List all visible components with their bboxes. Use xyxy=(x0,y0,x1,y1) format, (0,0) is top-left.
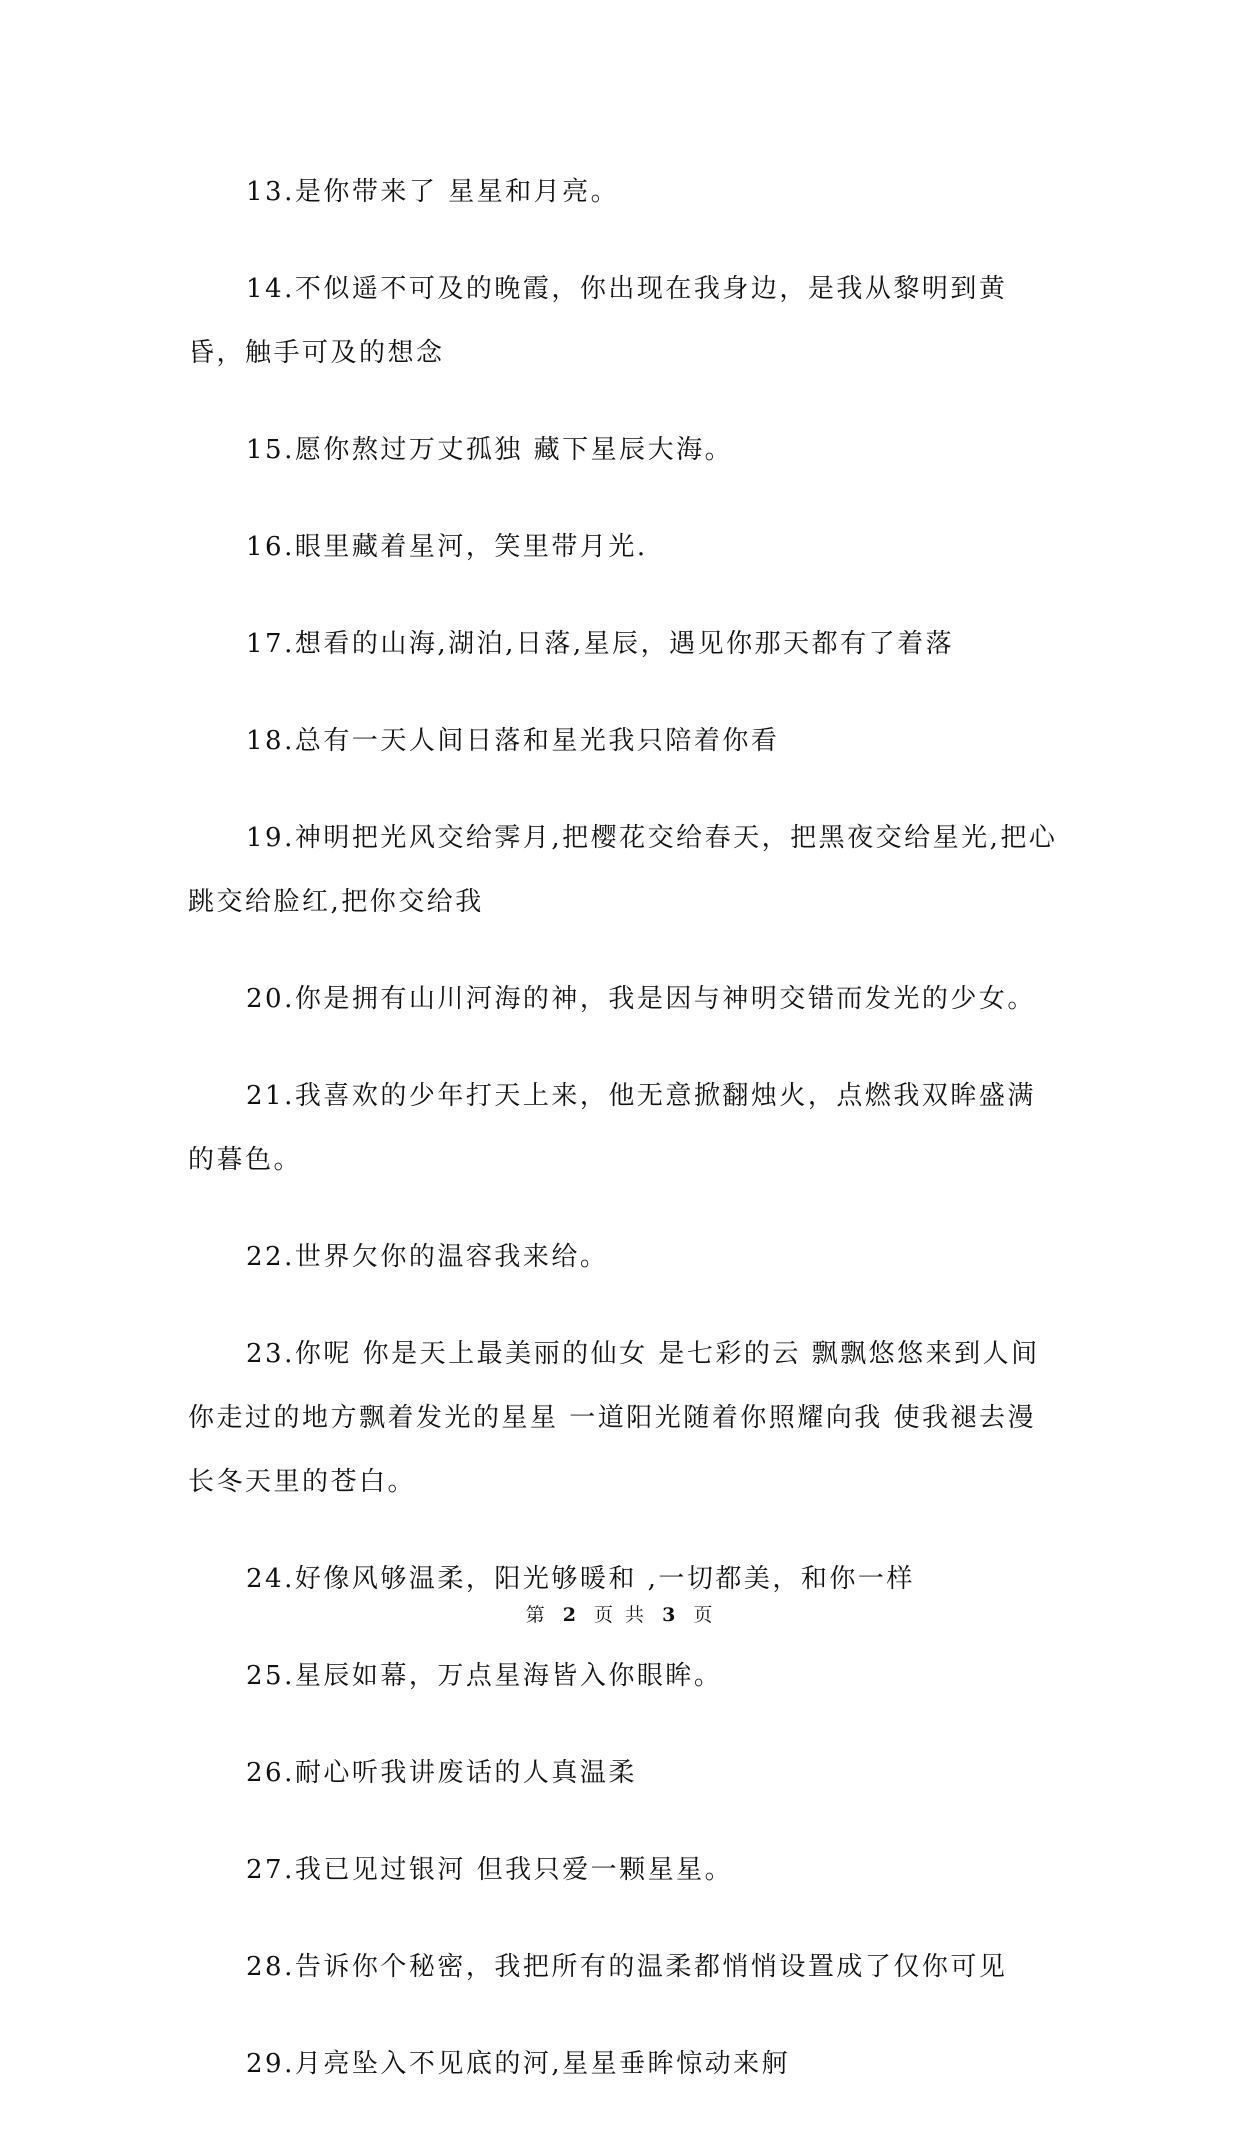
list-item: 25.星辰如幕，万点星海皆入你眼眸。 xyxy=(246,1661,723,1691)
list-item: 15.愿你熬过万丈孤独 藏下星辰大海。 xyxy=(246,435,734,465)
list-item: 20.你是拥有山川河海的神，我是因与神明交错而发光的少女。 xyxy=(246,984,1036,1014)
list-item: 14.不似遥不可及的晚霞，你出现在我身边，是我从黎明到黄昏，触手可及的想念 xyxy=(188,274,1008,368)
list-item: 24.好像风够温柔，阳光够暖和 ,一切都美，和你一样 xyxy=(246,1564,915,1594)
list-item: 23.你呢 你是天上最美丽的仙女 是七彩的云 飘飘悠悠来到人间 你走过的地方飘着发光的星星 一道阳光随着你照耀向我 使我褪去漫长冬天里的苍白。 xyxy=(188,1339,1040,1497)
list-item: 18.总有一天人间日落和星光我只陪着你看 xyxy=(246,726,780,756)
list-item: 19.神明把光风交给霁月,把樱花交给春天，把黑夜交给星光,把心跳交给脸红,把你交给我 xyxy=(188,823,1058,917)
list-item: 13.是你带来了 星星和月亮。 xyxy=(246,177,620,207)
list-item: 28.告诉你个秘密，我把所有的温柔都悄悄设置成了仅你可见 xyxy=(246,1952,1008,1982)
list-item: 22.世界欠你的温容我来给。 xyxy=(246,1242,609,1272)
footer-middle: 页 共 xyxy=(593,1604,648,1626)
total-pages-number: 3 xyxy=(662,1604,679,1626)
document-body xyxy=(188,160,1058,2129)
list-item: 26.耐心听我讲废话的人真温柔 xyxy=(246,1758,637,1788)
footer-prefix: 第 xyxy=(525,1604,548,1626)
list-item: 17.想看的山海,湖泊,日落,星辰，遇见你那天都有了着落 xyxy=(246,629,955,659)
page-footer xyxy=(0,1600,1241,1627)
list-item: 27.我已见过银河 但我只爱一颗星星。 xyxy=(246,1855,734,1885)
current-page-number: 2 xyxy=(562,1604,579,1626)
list-item: 21.我喜欢的少年打天上来，他无意掀翻烛火，点燃我双眸盛满的暮色。 xyxy=(188,1081,1036,1175)
footer-suffix: 页 xyxy=(693,1604,716,1626)
list-item: 29.月亮坠入不见底的河,星星垂眸惊动来舸 xyxy=(246,2049,791,2079)
list-item: 16.眼里藏着星河，笑里带月光. xyxy=(246,532,648,562)
